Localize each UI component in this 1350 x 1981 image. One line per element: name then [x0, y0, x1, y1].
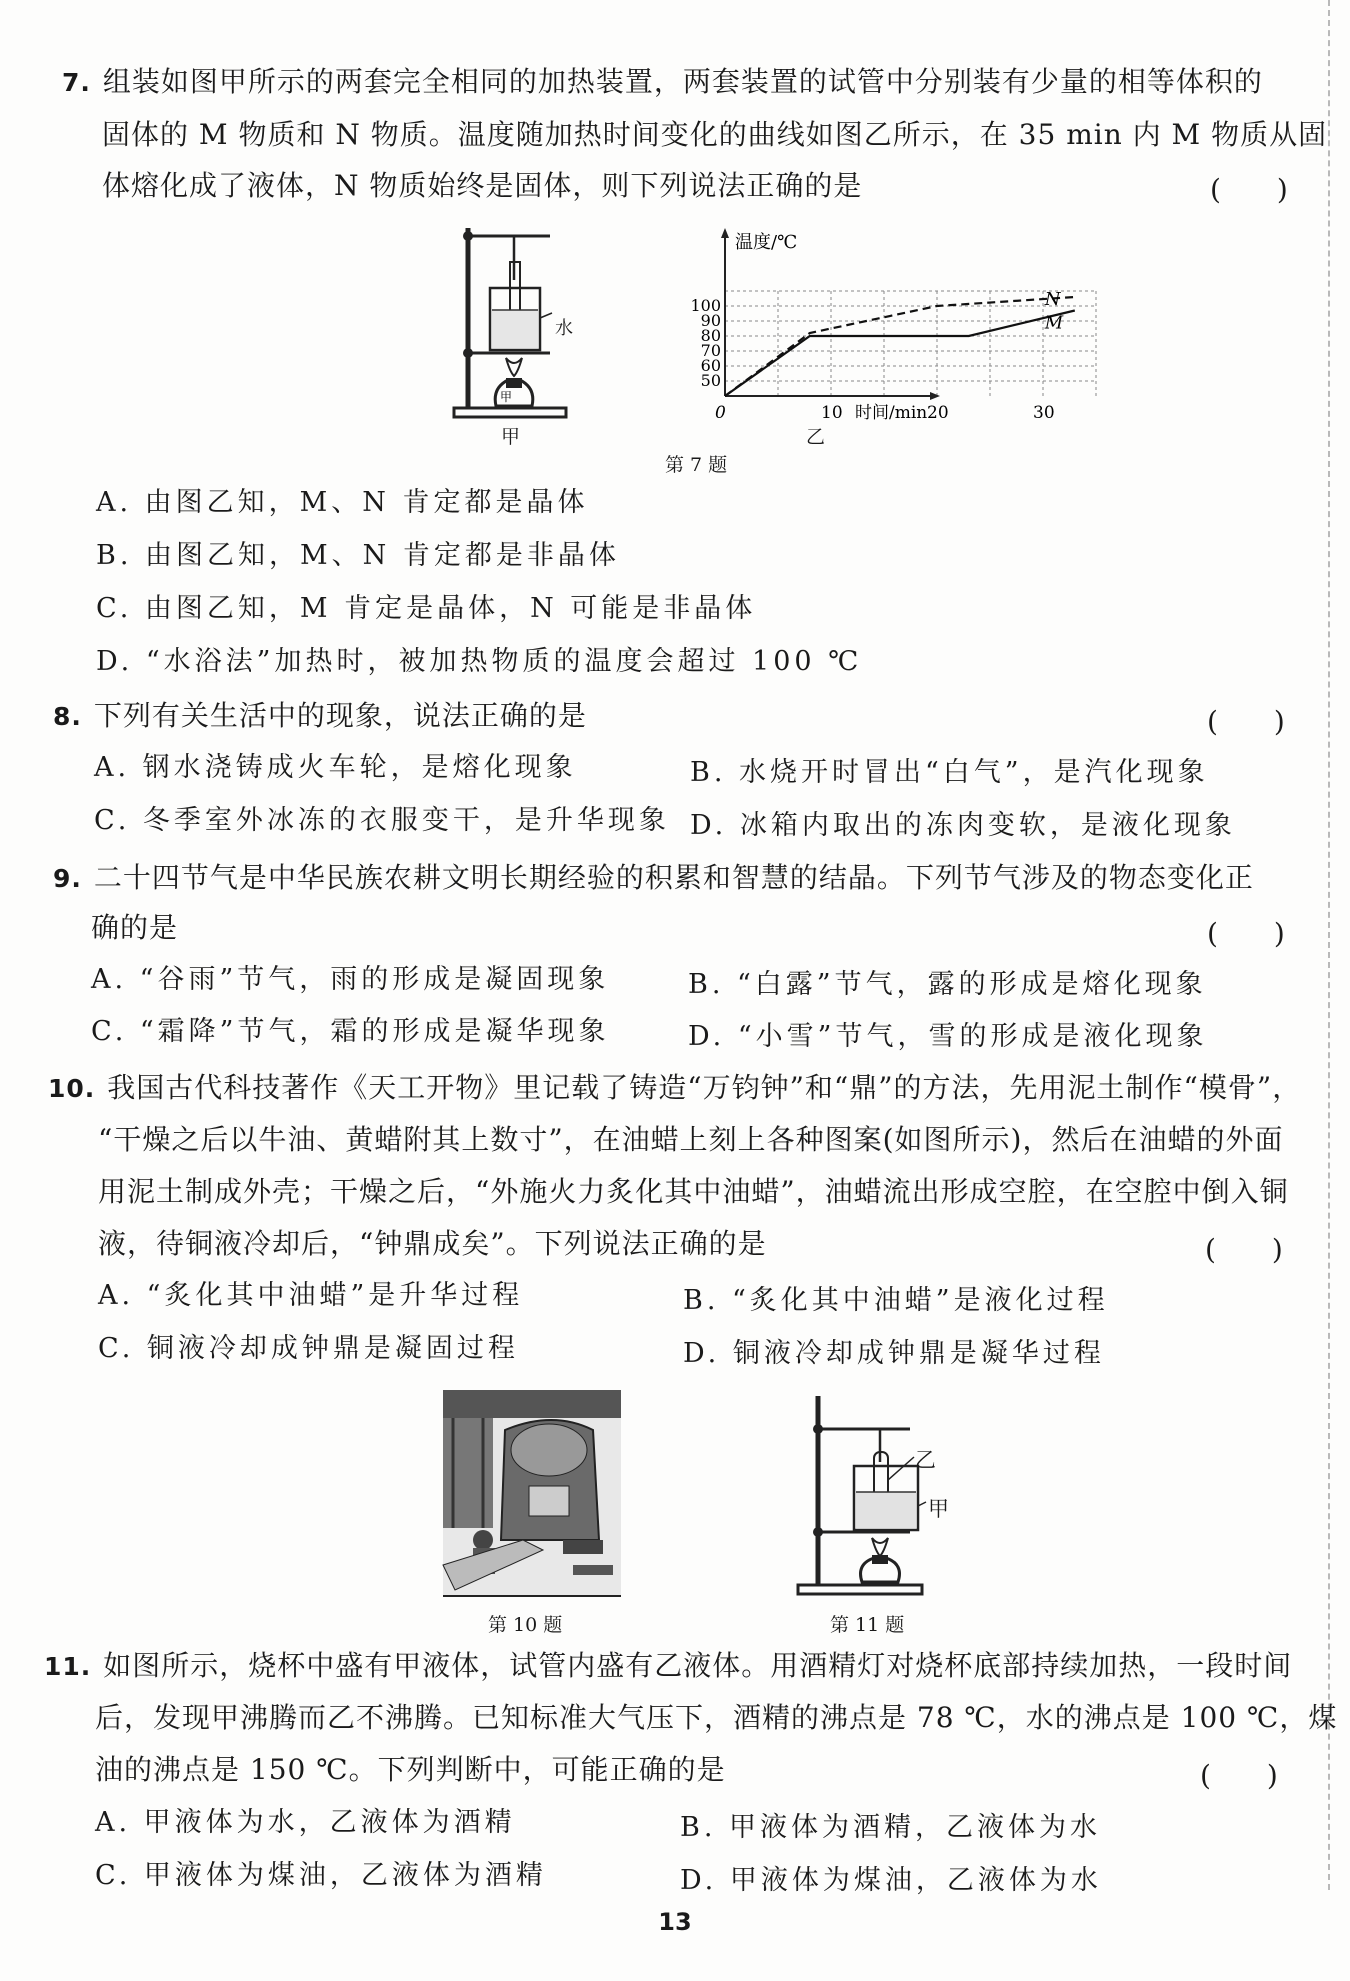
- q7-option-d: D. “水浴法”加热时，被加热物质的温度会超过 100 ℃: [96, 646, 863, 677]
- q10-line-4: 液，待铜液冷却后，“钟鼎成矣”。下列说法正确的是: [98, 1227, 767, 1260]
- chart-origin-label: 0: [715, 403, 726, 423]
- q9-line-2: 确的是: [91, 911, 179, 944]
- y-tick-label: 80: [700, 326, 721, 345]
- chart-series: [725, 289, 1075, 396]
- q10-answer-paren: ( ): [1205, 1233, 1283, 1266]
- q9-option-d: D. “小雪”节气，雪的形成是液化现象: [688, 1021, 1208, 1052]
- q10-option-d: D. 铜液冷却成钟鼎是凝华过程: [683, 1338, 1105, 1369]
- q11-option-d: D. 甲液体为煤油，乙液体为水: [680, 1865, 1102, 1896]
- x-tick-label: 10: [821, 403, 843, 423]
- chart-grid: [725, 291, 1096, 396]
- q10-figure-caption: 第 10 题: [488, 1614, 563, 1636]
- q8-option-d: D. 冰箱内取出的冻肉变软，是液化现象: [690, 810, 1236, 841]
- y-tick-label: 100: [690, 296, 721, 315]
- q7-answer-paren: ( ): [1210, 173, 1288, 206]
- q7-line-2: 固体的 M 物质和 N 物质。温度随加热时间变化的曲线如图乙所示，在 35 min 内 M 物质从固: [102, 118, 1328, 151]
- q11-line-3: 油的沸点是 150 ℃。下列判断中，可能正确的是: [95, 1753, 726, 1786]
- q8-stem: 8. 下列有关生活中的现象，说法正确的是: [53, 699, 587, 732]
- series-line-m: [725, 311, 1075, 397]
- q7-water-label: 水: [555, 318, 573, 339]
- q8-option-a: A. 钢水浇铸成火车轮，是熔化现象: [94, 752, 577, 783]
- q7-fig-yi-caption: 乙: [806, 426, 826, 448]
- y-tick-label: 70: [700, 341, 721, 360]
- series-label-n: N: [1044, 289, 1061, 310]
- x-tick-label: 20: [927, 403, 949, 423]
- q9-option-b: B. “白露”节气，露的形成是熔化现象: [688, 969, 1207, 1000]
- q7-figure-caption: 第 7 题: [665, 454, 728, 476]
- q11-label-jia: 甲: [928, 1497, 949, 1521]
- q9-line-1: 9. 二十四节气是中华民族农耕文明长期经验的积累和智慧的结晶。下列节气涉及的物态变化正: [53, 861, 1254, 894]
- q8-option-b: B. 水烧开时冒出“白气”，是汽化现象: [690, 757, 1209, 788]
- y-tick-label: 60: [700, 356, 721, 375]
- q10-line-1: 10. 我国古代科技著作《天工开物》里记载了铸造“万钧钟”和“鼎”的方法，先用泥土制作“模骨”，: [48, 1071, 1302, 1104]
- q7-option-b: B. 由图乙知，M、N 肯定都是非晶体: [96, 540, 620, 571]
- q11-option-c: C. 甲液体为煤油，乙液体为酒精: [95, 1860, 547, 1891]
- q7-line-1: 7. 组装如图甲所示的两套完全相同的加热装置，两套装置的试管中分别装有少量的相等体积的: [62, 65, 1263, 98]
- q10-casting-illustration: [443, 1390, 621, 1596]
- q7-line-3: 体熔化成了液体，N 物质始终是固体，则下列说法正确的是: [102, 169, 863, 202]
- q10-option-a: A. “炙化其中油蜡”是升华过程: [98, 1280, 524, 1311]
- y-tick-label: 90: [700, 311, 721, 330]
- q11-line-2: 后，发现甲沸腾而乙不沸腾。已知标准大气压下，酒精的沸点是 78 ℃，水的沸点是 100 ℃，煤: [95, 1701, 1338, 1734]
- q11-label-yi: 乙: [915, 1448, 936, 1472]
- q11-line-1: 11. 如图所示，烧杯中盛有甲液体，试管内盛有乙液体。用酒精灯对烧杯底部持续加热，一段时间: [44, 1649, 1293, 1682]
- q7-temperature-chart: [680, 228, 1064, 443]
- q11-option-a: A. 甲液体为水，乙液体为酒精: [95, 1807, 516, 1838]
- q9-option-c: C. “霜降”节气，霜的形成是凝华现象: [91, 1016, 610, 1047]
- chart-y-arrow: [721, 228, 729, 238]
- q7-fig-jia-caption: 甲: [501, 426, 521, 448]
- page-fold-line: [1328, 0, 1330, 1890]
- q9-answer-paren: ( ): [1207, 917, 1285, 950]
- q8-option-c: C. 冬季室外冰冻的衣服变干，是升华现象: [94, 805, 670, 836]
- q10-option-c: C. 铜液冷却成钟鼎是凝固过程: [98, 1333, 519, 1364]
- q11-figure-caption: 第 11 题: [830, 1614, 905, 1636]
- chart-x-label: 时间/min: [855, 403, 928, 423]
- series-label-m: M: [1044, 312, 1064, 334]
- q10-line-2: “干燥之后以牛油、黄蜡附其上数寸”，在油蜡上刻上各种图案(如图所示)，然后在油蜡的外面: [98, 1123, 1284, 1156]
- q7-option-a: A. 由图乙知，M、N 肯定都是晶体: [96, 487, 589, 518]
- q7-option-c: C. 由图乙知，M 肯定是晶体，N 可能是非晶体: [96, 593, 757, 624]
- chart-y-label: 温度/℃: [735, 232, 798, 253]
- svg-text:甲: 甲: [500, 390, 513, 404]
- q10-option-b: B. “炙化其中油蜡”是液化过程: [683, 1285, 1109, 1316]
- q10-line-3: 用泥土制成外壳；干燥之后，“外施火力炙化其中油蜡”，油蜡流出形成空腔，在空腔中倒入铜: [98, 1175, 1289, 1208]
- y-tick-label: 50: [700, 371, 721, 390]
- q8-answer-paren: ( ): [1207, 705, 1285, 738]
- x-tick-label: 30: [1033, 403, 1055, 423]
- q11-answer-paren: ( ): [1200, 1759, 1278, 1792]
- page-number: 13: [658, 1908, 692, 1936]
- chart-x-arrow: [930, 392, 940, 400]
- q11-option-b: B. 甲液体为酒精，乙液体为水: [680, 1812, 1102, 1843]
- q7-number: 7.: [62, 68, 91, 97]
- q9-option-a: A. “谷雨”节气，雨的形成是凝固现象: [91, 964, 610, 995]
